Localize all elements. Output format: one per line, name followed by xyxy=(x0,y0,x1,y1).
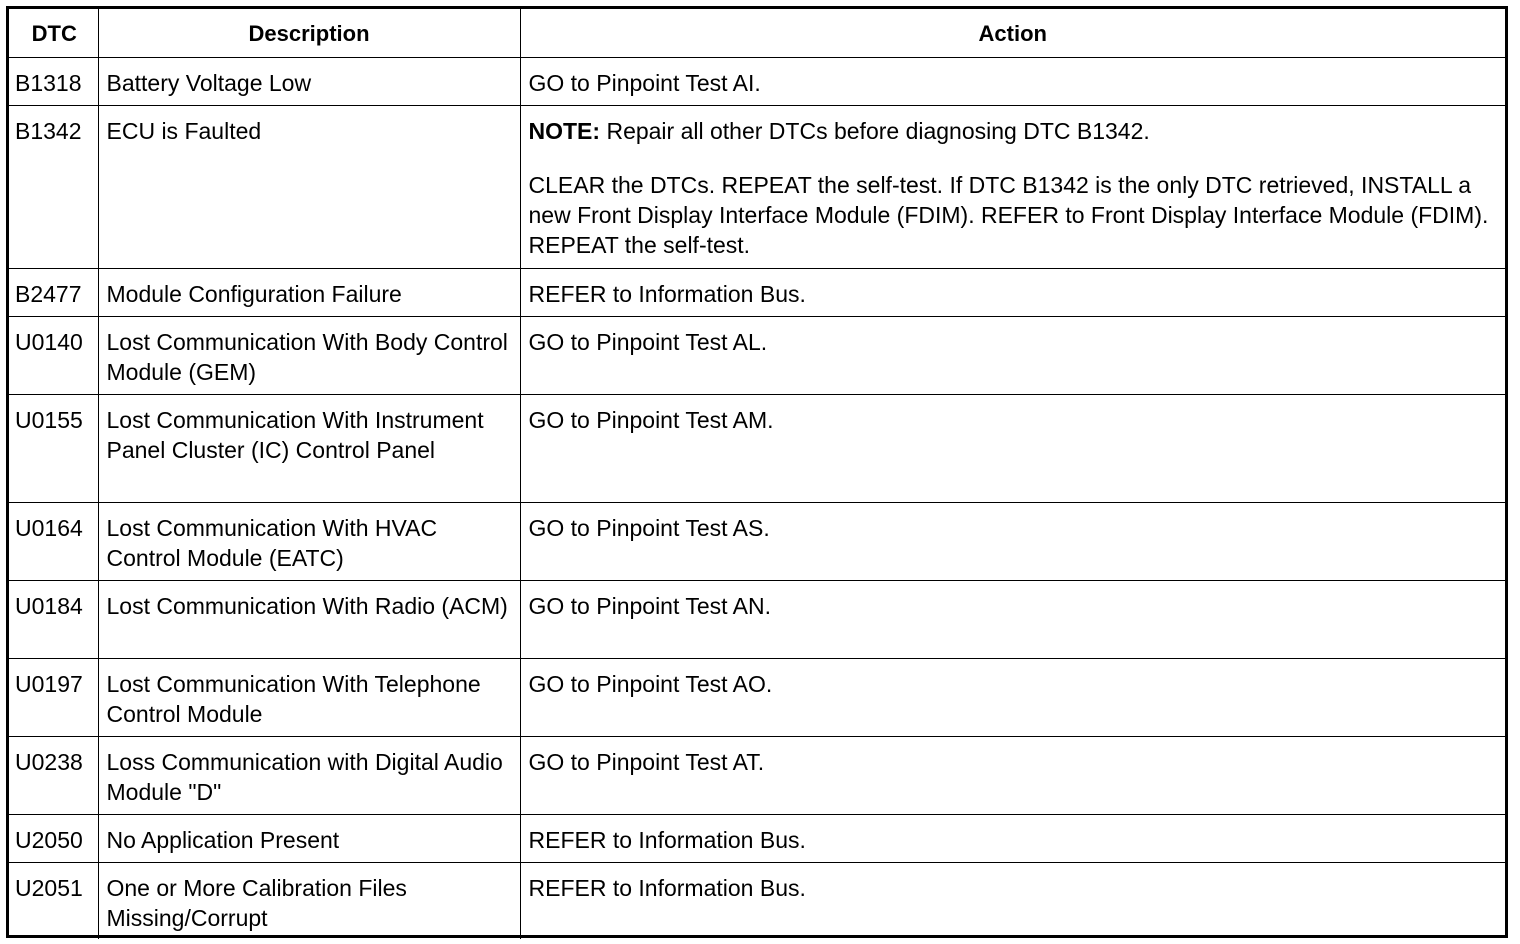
table-row xyxy=(9,658,1505,736)
dtc-code: U0155 xyxy=(9,394,98,502)
dtc-code: U0197 xyxy=(9,658,98,736)
table-row xyxy=(9,862,1505,939)
dtc-action: GO to Pinpoint Test AI. xyxy=(520,57,1505,105)
dtc-table-frame xyxy=(6,6,1508,938)
dtc-action: GO to Pinpoint Test AM. xyxy=(520,394,1505,502)
dtc-description: ECU is Faulted xyxy=(98,105,520,268)
dtc-description: Module Configuration Failure xyxy=(98,268,520,316)
dtc-code: B1342 xyxy=(9,105,98,268)
dtc-description: One or More Calibration Files Missing/Corrupt xyxy=(98,862,520,939)
dtc-action: REFER to Information Bus. xyxy=(520,268,1505,316)
dtc-code: B2477 xyxy=(9,268,98,316)
dtc-action: GO to Pinpoint Test AO. xyxy=(520,658,1505,736)
table-row xyxy=(9,502,1505,580)
dtc-description: No Application Present xyxy=(98,814,520,862)
dtc-code: U2050 xyxy=(9,814,98,862)
dtc-action: GO to Pinpoint Test AN. xyxy=(520,580,1505,658)
note-text: Repair all other DTCs before diagnosing DTC B1342. xyxy=(600,117,1150,144)
dtc-description: Loss Communication with Digital Audio Module "D" xyxy=(98,736,520,814)
table-row xyxy=(9,736,1505,814)
dtc-action: GO to Pinpoint Test AL. xyxy=(520,316,1505,394)
table-row xyxy=(9,580,1505,658)
table-row xyxy=(9,316,1505,394)
table-row xyxy=(9,105,1505,268)
dtc-description: Lost Communication With Body Control Module (GEM) xyxy=(98,316,520,394)
dtc-action xyxy=(520,105,1505,268)
dtc-code: U2051 xyxy=(9,862,98,939)
table-row xyxy=(9,814,1505,862)
dtc-code: U0184 xyxy=(9,580,98,658)
table-row xyxy=(9,57,1505,105)
table-header-row xyxy=(9,9,1505,57)
dtc-action: REFER to Information Bus. xyxy=(520,862,1505,939)
dtc-action: GO to Pinpoint Test AT. xyxy=(520,736,1505,814)
dtc-table xyxy=(9,9,1505,939)
table-row xyxy=(9,268,1505,316)
dtc-description: Lost Communication With Radio (ACM) xyxy=(98,580,520,658)
table-row xyxy=(9,394,1505,502)
dtc-description: Lost Communication With Instrument Panel Cluster (IC) Control Panel xyxy=(98,394,520,502)
header-action: Action xyxy=(520,9,1505,57)
dtc-code: U0238 xyxy=(9,736,98,814)
dtc-action: REFER to Information Bus. xyxy=(520,814,1505,862)
dtc-code: B1318 xyxy=(9,57,98,105)
dtc-description: Lost Communication With HVAC Control Module (EATC) xyxy=(98,502,520,580)
header-description: Description xyxy=(98,9,520,57)
action-text: CLEAR the DTCs. REPEAT the self-test. If DTC B1342 is the only DTC retrieved, INSTALL a new Front Display Interface Module (FDIM). REFER to Front Display Interface Module (FDIM). REPEAT the self-test. xyxy=(528,171,1489,258)
note-paragraph xyxy=(529,116,1498,146)
dtc-description: Lost Communication With Telephone Control Module xyxy=(98,658,520,736)
dtc-action: GO to Pinpoint Test AS. xyxy=(520,502,1505,580)
dtc-description: Battery Voltage Low xyxy=(98,57,520,105)
dtc-code: U0140 xyxy=(9,316,98,394)
note-label: NOTE: xyxy=(528,117,601,144)
dtc-code: U0164 xyxy=(9,502,98,580)
header-dtc: DTC xyxy=(9,9,98,57)
